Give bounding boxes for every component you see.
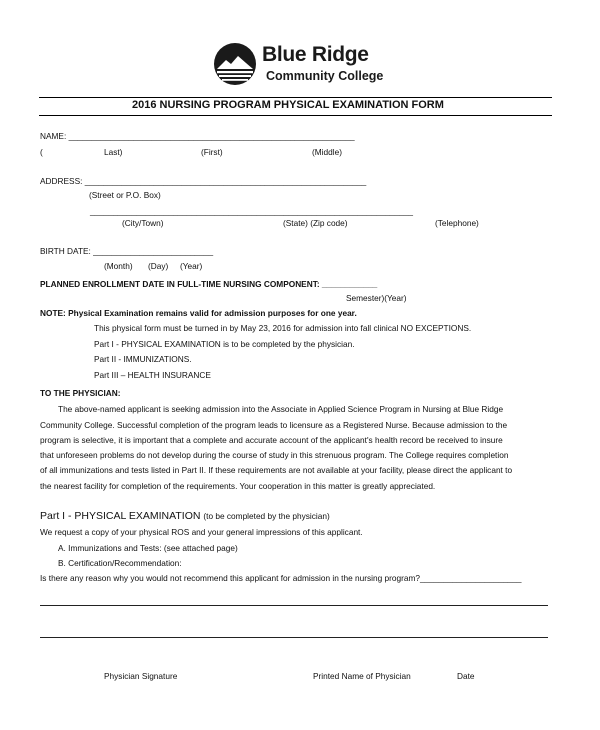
name-last-label: Last)	[104, 147, 123, 157]
name-middle-label: (Middle)	[312, 147, 342, 157]
part1-item-b: B. Certification/Recommendation:	[58, 558, 182, 568]
comment-line-1[interactable]	[40, 605, 548, 606]
name-field[interactable]: NAME: ______________________________________________________________	[40, 131, 355, 141]
note-turn-in: This physical form must be turned in by May 23, 2016 for admission into fall clinical NO EXCEPTIONS.	[94, 323, 472, 333]
address-street-label: (Street or P.O. Box)	[89, 190, 161, 200]
physician-signature-label: Physician Signature	[104, 671, 178, 681]
date-label: Date	[457, 671, 475, 681]
note-part-3: Part III – HEALTH INSURANCE	[94, 370, 211, 380]
address-line2-field[interactable]: ______________________________________________________________________	[90, 206, 414, 216]
address-telephone-label: (Telephone)	[435, 218, 479, 228]
logo-line1: Blue Ridge	[262, 43, 369, 66]
enrollment-field[interactable]: PLANNED ENROLLMENT DATE IN FULL-TIME NURSING COMPONENT: ____________	[40, 279, 378, 289]
physician-paragraph-line: the nearest facility for completion of the requirements. Your cooperation in this matter is greatly appreciated.	[40, 481, 436, 491]
note-part-1: Part I - PHYSICAL EXAMINATION is to be completed by the physician.	[94, 339, 355, 349]
physician-paragraph-line: of all immunizations and tests listed in Part II. If these requirements are not available at your facility, please direct the applicant to	[40, 465, 513, 475]
enrollment-semester-label: Semester)(Year)	[346, 293, 407, 303]
physician-paragraph-line: Community College. Successful completion of the program leads to licensure as a Registered Nurse. Because admission to the	[40, 420, 508, 430]
college-logo	[213, 42, 463, 92]
part1-item-a: A. Immunizations and Tests: (see attached page)	[58, 543, 238, 553]
name-paren: (	[40, 147, 43, 157]
physician-paragraph-line: that unforeseen problems do not develop during the course of study in this strenuous program. The College requires completion	[40, 450, 509, 460]
part1-subheading: (to be completed by the physician)	[203, 511, 330, 521]
address-state-zip-label: (State) (Zip code)	[283, 218, 348, 228]
physician-paragraph-line: program is selective, it is important that a complete and accurate account of the applicant's health record be received to insure	[40, 435, 503, 445]
title-bottom-rule	[39, 115, 552, 116]
birth-year-label: (Year)	[180, 261, 203, 271]
logo-line2: Community College	[266, 69, 384, 83]
address-field[interactable]: ADDRESS: _____________________________________________________________	[40, 176, 367, 186]
form-title: 2016 NURSING PROGRAM PHYSICAL EXAMINATION FORM	[132, 99, 444, 111]
physician-paragraph-line: The above-named applicant is seeking admission into the Associate in Applied Science Program in Nursing at Blue Ridge	[58, 404, 504, 414]
birth-day-label: (Day)	[148, 261, 169, 271]
birth-date-field[interactable]: BIRTH DATE: __________________________	[40, 246, 214, 256]
part1-heading	[40, 510, 330, 522]
birth-month-label: (Month)	[104, 261, 133, 271]
printed-name-label: Printed Name of Physician	[313, 671, 411, 681]
name-first-label: (First)	[201, 147, 223, 157]
recommendation-question-field[interactable]: Is there any reason why you would not recommend this applicant for admission in the nursing program?______________________	[40, 573, 522, 583]
mountain-logo-icon	[213, 42, 257, 86]
note-part-2: Part II - IMMUNIZATIONS.	[94, 354, 192, 364]
note-text: NOTE: Physical Examination remains valid for admission purposes for one year.	[40, 308, 357, 318]
physician-heading: TO THE PHYSICIAN:	[40, 388, 121, 398]
comment-line-2[interactable]	[40, 637, 548, 638]
part1-request: We request a copy of your physical ROS and your general impressions of this applicant.	[40, 527, 363, 537]
title-top-rule	[39, 97, 552, 98]
address-city-label: (City/Town)	[122, 218, 164, 228]
part1-heading-text: Part I - PHYSICAL EXAMINATION	[40, 510, 201, 522]
